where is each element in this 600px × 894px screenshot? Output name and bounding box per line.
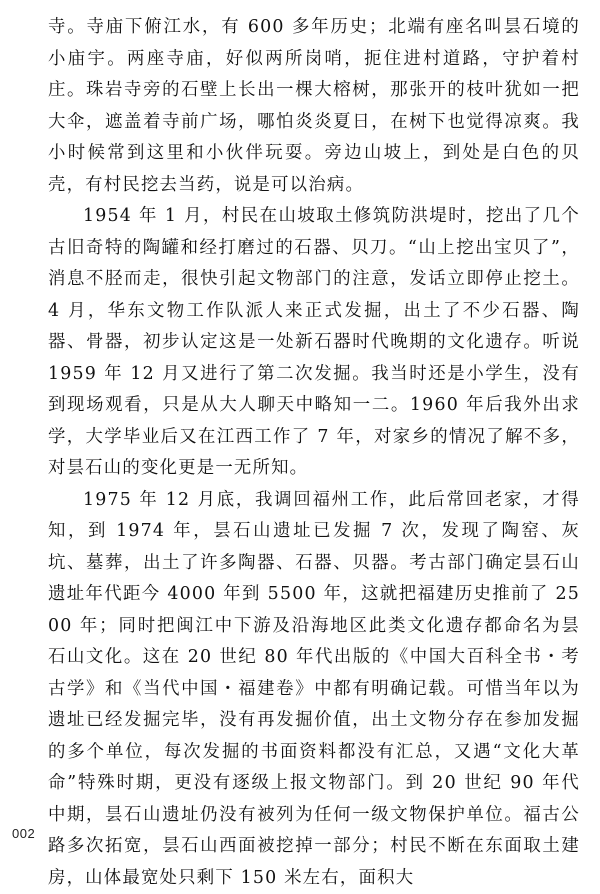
page-number: 002 [12,826,35,841]
paragraph-3: 1975 年 12 月底，我调回福州工作，此后常回老家，才得知，到 1974 年，昙石山遗址已发掘 7 次，发现了陶窑、灰坑、墓葬，出土了许多陶器、石器、贝器。考古部门确定昙石山遗址年代距今 4000 年到 5500 年，这就把福建历史推前了 2500 年；同时把闽江中下游及沿海地区此类文化遗存都命名为昙石山文化。这在 20 世纪 80 年代出版的《中国大百科全书・考古学》和《当代中国・福建卷》中都有明确记载。可惜当年以为遗址已经发掘完毕，没有再发掘价值，出土文物分存在参加发掘的多个单位，每次发掘的书面资料都没有汇总，又遇“文化大革命”特殊时期，更没有逐级上报文物部门。到 20 世纪 90 年代中期，昙石山遗址仍没有被列为任何一级文物保护单位。福古公路多次拓宽，昙石山西面被挖掉一部分；村民不断在东面取土建房，山体最宽处只剩下 150 米左右，面积大 [48,485,580,894]
body-text [48,12,580,894]
paragraph-1: 寺。寺庙下俯江水，有 600 多年历史；北端有座名叫昙石境的小庙宇。两座寺庙，好似两所岗哨，扼住进村道路，守护着村庄。珠岩寺旁的石壁上长出一棵大榕树，那张开的枝叶犹如一把大伞，遮盖着寺前广场，哪怕炎炎夏日，在树下也觉得凉爽。我小时候常到这里和小伙伴玩耍。旁边山坡上，到处是白色的贝壳，有村民挖去当药，说是可以治病。 [48,12,580,201]
paragraph-2: 1954 年 1 月，村民在山坡取土修筑防洪堤时，挖出了几个古旧奇特的陶罐和经打磨过的石器、贝刀。“山上挖出宝贝了”，消息不胫而走，很快引起文物部门的注意，发话立即停止挖土。4 月，华东文物工作队派人来正式发掘，出土了不少石器、陶器、骨器，初步认定这是一处新石器时代晚期的文化遗存。听说 1959 年 12 月又进行了第二次发掘。我当时还是小学生，没有到现场观看，只是从大人聊天中略知一二。1960 年后我外出求学，大学毕业后又在江西工作了 7 年，对家乡的情况了解不多，对昙石山的变化更是一无所知。 [48,201,580,485]
